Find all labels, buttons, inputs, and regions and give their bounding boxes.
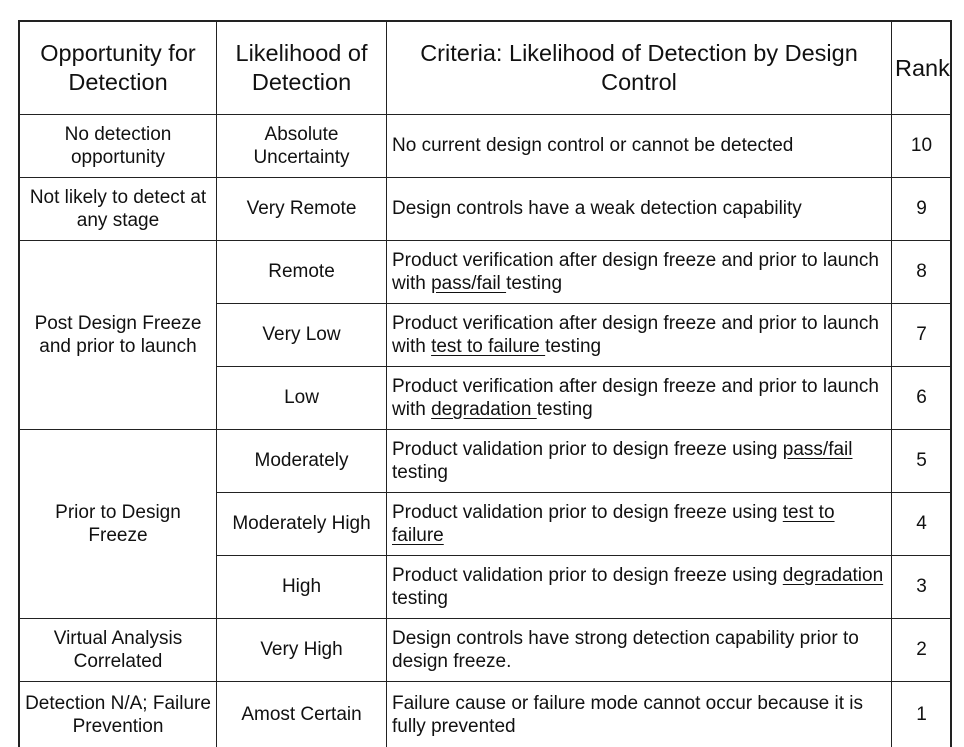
opportunity-cell: Prior to Design Freeze: [20, 430, 217, 619]
criteria-text: Product validation prior to design freeze using: [392, 565, 783, 586]
likelihood-cell: Very High: [217, 619, 387, 682]
criteria-cell: [387, 304, 892, 367]
criteria-text: Product validation prior to design freeze using: [392, 502, 783, 523]
opportunity-cell: Detection N/A; Failure Prevention: [20, 682, 217, 747]
likelihood-cell: Absolute Uncertainty: [217, 115, 387, 178]
rank-cell: 4: [892, 493, 952, 556]
likelihood-cell: Very Remote: [217, 178, 387, 241]
criteria-cell: [387, 619, 892, 682]
table-row: [20, 682, 952, 747]
criteria-text: Design controls have a weak detection capability: [392, 198, 802, 219]
detection-ranking-table-container: [18, 20, 952, 747]
table-row: [20, 241, 952, 304]
criteria-text: Product verification after design freeze and prior to launch with: [392, 376, 879, 420]
likelihood-cell: Low: [217, 367, 387, 430]
criteria-text: Product verification after design freeze and prior to launch with: [392, 313, 879, 357]
rank-cell: 9: [892, 178, 952, 241]
likelihood-cell: High: [217, 556, 387, 619]
header-rank: Rank: [892, 22, 952, 115]
criteria-text: No current design control or cannot be detected: [392, 135, 793, 156]
opportunity-cell: Virtual Analysis Correlated: [20, 619, 217, 682]
likelihood-cell: Moderately High: [217, 493, 387, 556]
rank-cell: 6: [892, 367, 952, 430]
header-criteria: Criteria: Likelihood of Detection by Design Control: [387, 22, 892, 115]
likelihood-cell: Amost Certain: [217, 682, 387, 747]
rank-cell: 10: [892, 115, 952, 178]
criteria-suffix-text: testing: [537, 399, 593, 420]
opportunity-cell: Not likely to detect at any stage: [20, 178, 217, 241]
criteria-underlined-text: pass/fail: [431, 273, 506, 294]
criteria-underlined-text: test to failure: [431, 336, 545, 357]
criteria-cell: [387, 178, 892, 241]
criteria-cell: [387, 493, 892, 556]
criteria-suffix-text: testing: [545, 336, 601, 357]
criteria-suffix-text: testing: [392, 588, 448, 609]
table-row: [20, 430, 952, 493]
criteria-suffix-text: testing: [506, 273, 562, 294]
rank-cell: 7: [892, 304, 952, 367]
criteria-cell: [387, 682, 892, 747]
criteria-underlined-text: test to failure: [392, 502, 835, 546]
rank-cell: 1: [892, 682, 952, 747]
criteria-text: Product validation prior to design freeze using: [392, 439, 783, 460]
header-likelihood: Likelihood of Detection: [217, 22, 387, 115]
opportunity-cell: Post Design Freeze and prior to launch: [20, 241, 217, 430]
header-row: [20, 22, 952, 115]
criteria-underlined-text: degradation: [431, 399, 537, 420]
criteria-text: Product verification after design freeze and prior to launch with: [392, 250, 879, 294]
detection-ranking-table: [19, 21, 952, 747]
criteria-suffix-text: testing: [392, 462, 448, 483]
header-opportunity: Opportunity for Detection: [20, 22, 217, 115]
criteria-cell: [387, 556, 892, 619]
likelihood-cell: Very Low: [217, 304, 387, 367]
rank-cell: 2: [892, 619, 952, 682]
rank-cell: 3: [892, 556, 952, 619]
rank-cell: 5: [892, 430, 952, 493]
table-row: [20, 619, 952, 682]
criteria-cell: [387, 115, 892, 178]
table-row: [20, 178, 952, 241]
criteria-text: Failure cause or failure mode cannot occur because it is fully prevented: [392, 693, 863, 737]
criteria-cell: [387, 430, 892, 493]
likelihood-cell: Remote: [217, 241, 387, 304]
opportunity-cell: No detection opportunity: [20, 115, 217, 178]
criteria-underlined-text: degradation: [783, 565, 883, 586]
criteria-text: Design controls have strong detection capability prior to design freeze.: [392, 628, 859, 672]
table-row: [20, 115, 952, 178]
criteria-underlined-text: pass/fail: [783, 439, 853, 460]
rank-cell: 8: [892, 241, 952, 304]
criteria-cell: [387, 241, 892, 304]
likelihood-cell: Moderately: [217, 430, 387, 493]
criteria-cell: [387, 367, 892, 430]
